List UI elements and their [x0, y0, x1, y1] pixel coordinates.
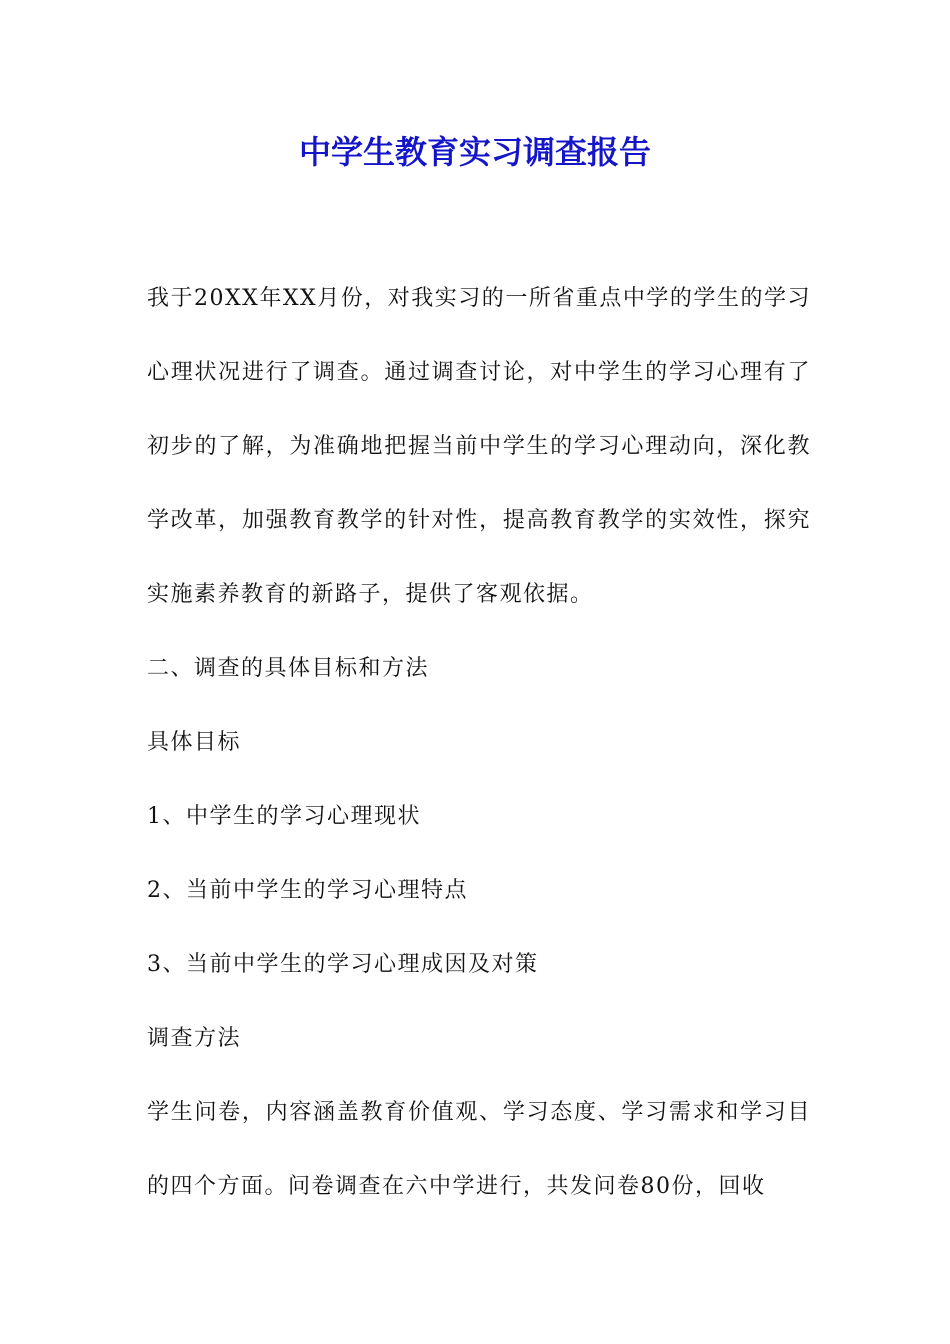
goal-item: 3、当前中学生的学习心理成因及对策	[147, 952, 539, 977]
method-paragraph: 学生问卷，内容涵盖教育价值观、学习态度、学习需求和学习目的四个方面。问卷调查在六中学进行，共发问卷80份，回收	[147, 1100, 811, 1199]
goals-heading: 具体目标	[147, 730, 242, 755]
document-body	[147, 262, 811, 1224]
method-heading: 调查方法	[147, 1026, 242, 1051]
intro-paragraph: 我于20XX年XX月份，对我实习的一所省重点中学的学生的学习心理状况进行了调查。通过调查讨论，对中学生的学习心理有了初步的了解，为准确地把握当前中学生的学习心理动向，深化教学改革，加强教育教学的针对性，提高教育教学的实效性，探究实施素养教育的新路子，提供了客观依据。	[147, 286, 811, 607]
goal-item: 1、中学生的学习心理现状	[147, 804, 421, 829]
goal-item: 2、当前中学生的学习心理特点	[147, 878, 468, 903]
section-heading: 二、调查的具体目标和方法	[147, 656, 430, 681]
document-title: 中学生教育实习调查报告	[298, 133, 651, 171]
